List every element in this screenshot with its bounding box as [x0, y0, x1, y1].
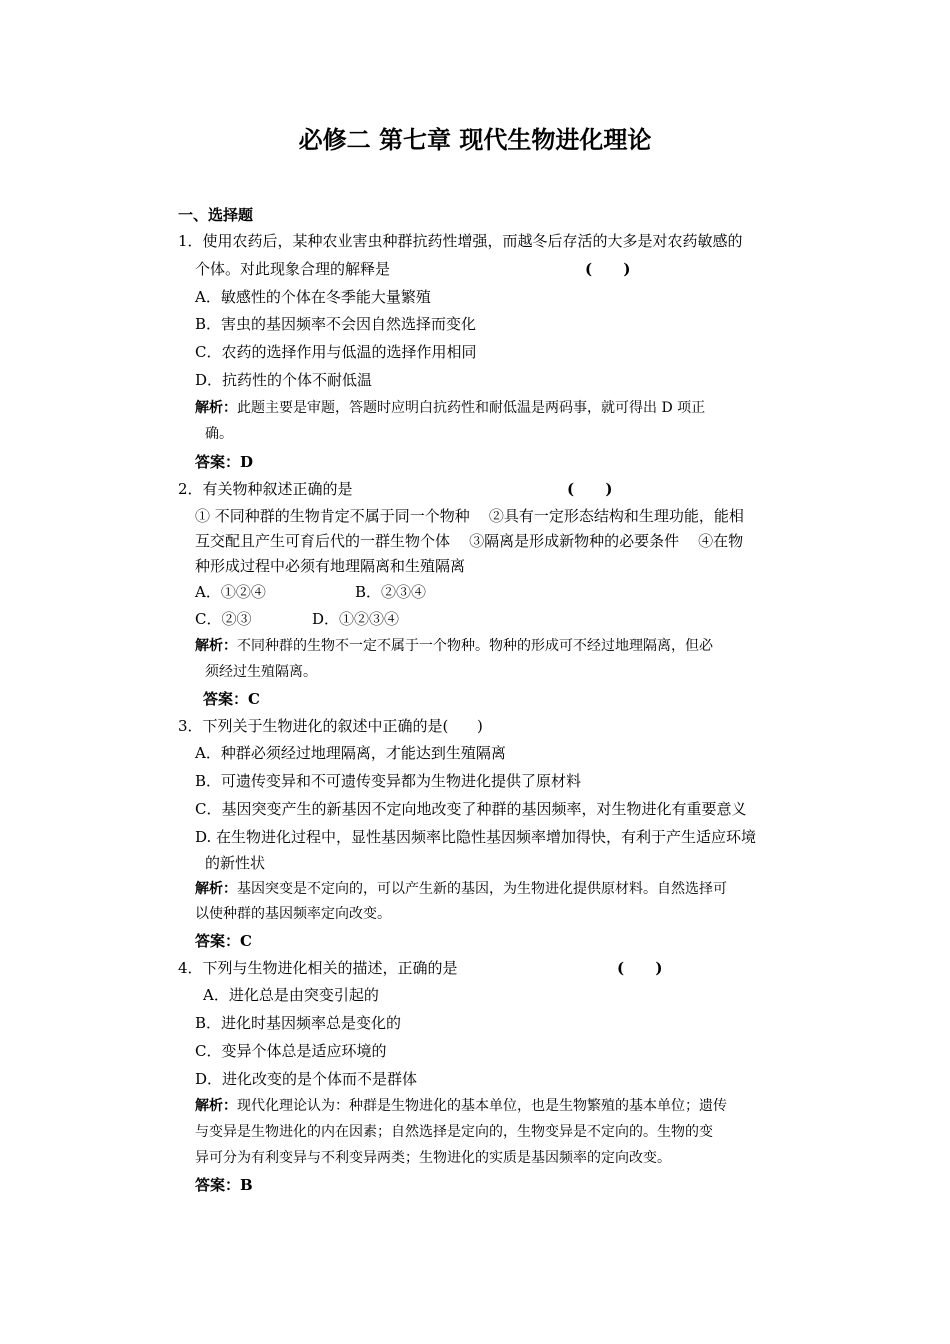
- q1-solution-text1: 此题主要是审题，答题时应明白抗药性和耐低温是两码事，就可得出 D 项正: [237, 400, 706, 416]
- q1-option-a: A．敏感性的个体在冬季能大量繁殖: [195, 288, 431, 306]
- q4-option-b: B．进化时基因频率总是变化的: [195, 1014, 402, 1032]
- q1-option-b: B．害虫的基因频率不会因自然选择而变化: [195, 315, 477, 333]
- q3-solution-line1: [195, 878, 727, 900]
- q4-solution-line2: 与变异是生物进化的内在因素；自然选择是定向的，生物变异是不定向的。生物的变: [195, 1124, 713, 1140]
- q2-stem: 2．有关物种叙述正确的是: [178, 480, 353, 498]
- q1-stem-line2: 个体。对此现象合理的解释是: [195, 260, 391, 278]
- q1-answer: 答案：D: [195, 453, 254, 471]
- q2-option-b: B．②③④: [355, 583, 427, 601]
- q2-option-d: D．①②③④: [312, 610, 400, 628]
- q3-answer: 答案：C: [195, 932, 252, 950]
- q4-option-d: D．进化改变的是个体而不是群体: [195, 1070, 418, 1088]
- q1-solution-line2: 确。: [205, 426, 233, 442]
- q1-option-d: D．抗药性的个体不耐低温: [195, 371, 373, 389]
- q4-stem: 4．下列与生物进化相关的描述，正确的是: [178, 959, 458, 977]
- q4-option-a: A．进化总是由突变引起的: [203, 986, 379, 1004]
- q1-stem-line1: 1．使用农药后，某种农业害虫种群抗药性增强，而越冬后存活的大多是对农药敏感的: [178, 232, 743, 250]
- q2-statement-line1: ① 不同种群的生物肯定不属于同一个物种 ②具有一定形态结构和生理功能，能相: [195, 507, 744, 525]
- q2-answer: 答案：C: [203, 690, 260, 708]
- q1-option-c: C．农药的选择作用与低温的选择作用相同: [195, 343, 477, 361]
- q3-option-b: B．可遗传变异和不可遗传变异都为生物进化提供了原材料: [195, 772, 582, 790]
- q4-solution-line1: [195, 1095, 727, 1117]
- q2-option-c: C．②③: [195, 610, 252, 628]
- page-title: 必修二 第七章 现代生物进化理论: [298, 125, 652, 154]
- q3-option-a: A．种群必须经过地理隔离，才能达到生殖隔离: [195, 744, 506, 762]
- q2-solution-text1: 不同种群的生物不一定不属于一个物种。物种的形成可不经过地理隔离，但必: [237, 638, 713, 654]
- q4-answer-blank: ( ): [617, 959, 663, 977]
- q4-solution-text1: 现代化理论认为：种群是生物进化的基本单位，也是生物繁殖的基本单位；遗传: [237, 1098, 727, 1114]
- q2-option-a: A．①②④: [195, 583, 266, 601]
- q2-solution-label: 解析：: [195, 638, 237, 654]
- q3-stem: 3．下列关于生物进化的叙述中正确的是( ): [178, 717, 483, 735]
- q1-answer-blank: ( ): [585, 260, 631, 278]
- q3-option-c: C．基因突变产生的新基因不定向地改变了种群的基因频率，对生物进化有重要意义: [195, 800, 747, 818]
- q3-solution-line2: 以使种群的基因频率定向改变。: [195, 906, 391, 922]
- q4-solution-label: 解析：: [195, 1098, 237, 1114]
- q4-option-c: C．变异个体总是适应环境的: [195, 1042, 387, 1060]
- q2-solution-line2: 须经过生殖隔离。: [205, 664, 317, 680]
- q2-solution-line1: [195, 635, 713, 657]
- q4-answer: 答案：B: [195, 1176, 253, 1194]
- q2-statement-line3: 种形成过程中必须有地理隔离和生殖隔离: [195, 557, 466, 575]
- q2-statement-line2: 互交配且产生可育后代的一群生物个体 ③隔离是形成新物种的必要条件 ④在物: [195, 532, 744, 550]
- section-heading: 一、选择题: [178, 206, 254, 224]
- q3-option-d-line1: D. 在生物进化过程中，显性基因频率比隐性基因频率增加得快，有利于产生适应环境: [195, 828, 757, 846]
- q2-answer-blank: ( ): [567, 480, 613, 498]
- q3-option-d-line2: 的新性状: [205, 854, 266, 872]
- q3-solution-label: 解析：: [195, 881, 237, 897]
- q4-solution-line3: 异可分为有利变异与不利变异两类；生物进化的实质是基因频率的定向改变。: [195, 1150, 671, 1166]
- q3-solution-text1: 基因突变是不定向的，可以产生新的基因，为生物进化提供原材料。自然选择可: [237, 881, 727, 897]
- q1-solution-line1: [195, 397, 705, 419]
- q1-solution-label: 解析：: [195, 400, 237, 416]
